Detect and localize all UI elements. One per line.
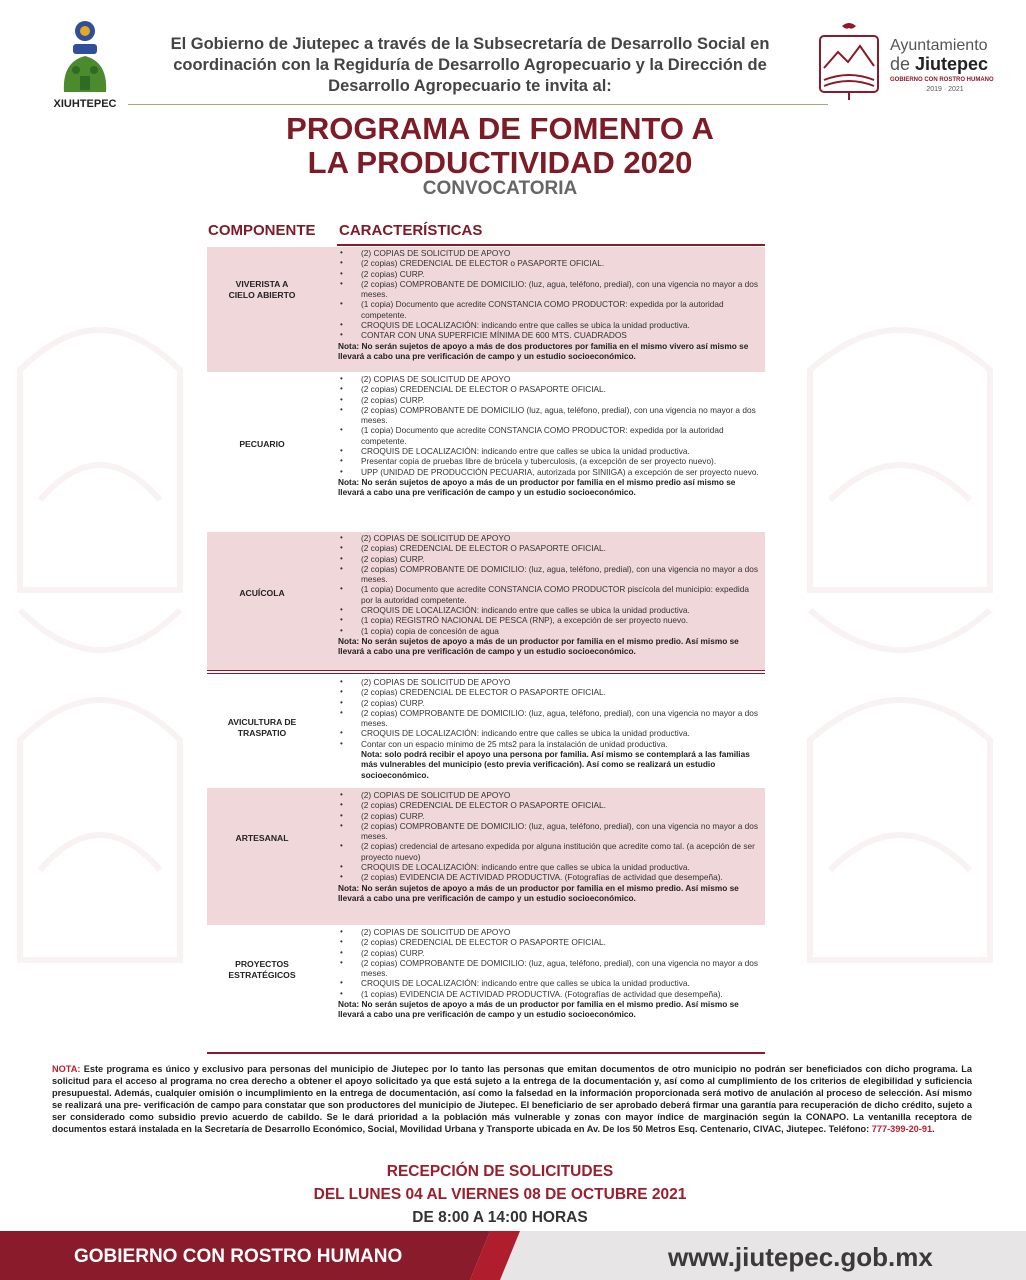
list-item: • (2 copias) CURP. <box>338 698 762 708</box>
table-row <box>207 247 765 372</box>
list-item: • CROQUIS DE LOCALIZACIÓN: indicando entre que calles se ubica la unidad productiva. <box>338 978 762 988</box>
list-item: • (2 copias) COMPROBANTE DE DOMICILIO: (luz, agua, teléfono, predial), con una vigencia no mayor a dos meses. <box>338 564 762 585</box>
list-item: • CROQUIS DE LOCALIZACIÓN: indicando entre que calles se ubica la unidad productiva. <box>338 728 762 738</box>
list-item: • UPP (UNIDAD DE PRODUCCIÓN PECUARIA, autorizada por SINIIGA) a excepción de ser proyecto nuevo. <box>338 467 762 477</box>
ayuntamiento-logo <box>816 20 1016 106</box>
list-item: • (2 copias) COMPROBANTE DE DOMICILIO: (luz, agua, teléfono, predial), con una vigencia no mayor a dos meses. <box>338 958 762 979</box>
page-subtitle: CONVOCATORIA <box>422 178 578 199</box>
row-requirements <box>338 790 762 903</box>
header-intro <box>140 34 800 97</box>
row-requirements <box>338 533 762 657</box>
row-requirements <box>338 677 762 780</box>
row-requirements <box>338 927 762 1020</box>
list-item: • (2 copias) CURP. <box>338 395 762 405</box>
list-item: • (2 copias) COMPROBANTE DE DOMICILIO: (luz, agua, teléfono, predial), con una vigencia no mayor a dos meses. <box>338 821 762 842</box>
list-item: • Contar con un espacio mínimo de 25 mts2 para la instalación de unidad productiva. <box>338 739 762 749</box>
reception-heading: RECEPCIÓN DE SOLICITUDES <box>386 1163 614 1180</box>
list-item: • (2 copias) COMPROBANTE DE DOMICILIO: (luz, agua, teléfono, predial), con una vigencia no mayor a dos meses. <box>338 279 762 300</box>
xiuhtepec-emblem-icon <box>40 18 130 96</box>
row-label: ACUÍCOLA <box>239 588 285 598</box>
title-line: PROGRAMA DE FOMENTO A <box>286 111 714 146</box>
list-item: • CROQUIS DE LOCALIZACIÓN: indicando entre que calles se ubica la unidad productiva. <box>338 320 762 330</box>
row-note: Nota: No serán sujetos de apoyo a más de un productor por familia en el mismo predio. Así mismo se llevará a cabo una pre verificación de campo y un estudio socioeconómico. <box>338 999 739 1020</box>
header-divider <box>128 104 828 105</box>
intro-line: El Gobierno de Jiutepec a través de la Subsecretaría de Desarrollo Social en <box>170 35 770 53</box>
reception-dates: DEL LUNES 04 AL VIERNES 08 DE OCTUBRE 2021 <box>313 1186 687 1203</box>
list-item: • (2 copias) credencial de artesano expedida por alguna institución que acredite como tal. (a acepción de ser proyecto nuevo) <box>338 841 762 862</box>
column-header-component: COMPONENTE <box>208 222 316 239</box>
list-item: • (2) COPIAS DE SOLICITUD DE APOYO <box>338 374 762 384</box>
watermark-emblem <box>780 640 1020 1060</box>
list-item: • (2 copias) CURP. <box>338 948 762 958</box>
table-row <box>207 788 765 925</box>
ayuntamiento-emblem-icon <box>816 20 882 100</box>
list-item: • (2 copias) CURP. <box>338 811 762 821</box>
list-item: • (2) COPIAS DE SOLICITUD DE APOYO <box>338 533 762 543</box>
list-item: • (2 copias) CREDENCIAL DE ELECTOR O PASAPORTE OFICIAL. <box>338 384 762 394</box>
row-note: Nota: No serán sujetos de apoyo a más de un productor por familia en el mismo predio así mismo se llevará a cabo una pre verificación de campo y un estudio socioeconómico. <box>338 476 736 498</box>
row-divider <box>207 670 765 674</box>
table-row <box>207 925 765 1050</box>
list-item: • (2) COPIAS DE SOLICITUD DE APOYO <box>338 927 762 937</box>
table-row <box>207 675 765 788</box>
logo-word-ayuntamiento: Ayuntamiento <box>890 37 988 54</box>
intro-line: Desarrollo Agropecuario te invita al: <box>328 77 612 95</box>
nota-label: NOTA: <box>52 1064 81 1074</box>
list-item: • (1 copias) EVIDENCIA DE ACTIVIDAD PRODUCTIVA. (Fotografías de actividad que desempeña). <box>338 989 762 999</box>
list-item: • (1 copia) copia de concesión de agua <box>338 626 762 636</box>
list-item: • (2) COPIAS DE SOLICITUD DE APOYO <box>338 677 762 687</box>
row-label: ARTESANAL <box>235 833 289 843</box>
logo-slogan: GOBIERNO CON ROSTRO HUMANO <box>890 77 994 83</box>
title-line: LA PRODUCTIVIDAD 2020 <box>307 145 693 180</box>
list-item: • (2 copias) COMPROBANTE DE DOMICILIO: (luz, agua, teléfono, predial), con una vigencia no mayor a dos meses. <box>338 708 762 729</box>
nota-paragraph: NOTA: Este programa es único y exclusivo para personas del municipio de Jiutepec por lo tanto las personas que emitan documentos de otro municipio no podrán ser beneficiados con dicho programa. La solicitud para el acceso al programa no crea derecho a obtener el apoyo solicitado ya que está sujeto a la entrega de la documentación y, así como al cumplimiento de los criterios de elegibilidad y suficiencia presupuestal. Además, cualquier omisión o incumplimiento en la entrega de documentación, así como la falsedad en la información proporcionada será motivo de anulación al proceso de selección. Así mismo se realizará una pre- verificación de campo para constatar que son productores del municipio de Jiutepec. El beneficiario de ser aprobado deberá firmar una garantía para recuperación de dicho crédito, sujeto a ser considerado como subsidio previo acuerdo de cabildo. Se le dará prioridad a la población más vulnerable y zonas con mayor índice de marginación según la CONAPO. La ventanilla receptora de documentos estará instalada en la Secretaría de Desarrollo Económico, Social, Movilidad Urbana y Transporte ubicada en Av. De los 50 Metros Esq. Centenario, CIVAC, Jiutepec. Teléfono: 777-399-20-91. <box>52 1064 972 1134</box>
logo-left-text: XIUHTEPEC <box>53 98 117 110</box>
nota-text: Este programa es único y exclusivo para personas del municipio de Jiutepec por lo tanto las personas que emitan documentos de otro municipio no podrán ser beneficiados con dicho programa. La solicitud para el acceso al programa no crea derecho a obtener el apoyo solicitado ya que está sujeto a la entrega de la documentación y, así como al cumplimiento de los criterios de elegibilidad y suficiencia presupuestal. Además, cualquier omisión o incumplimiento en la entrega de documentación, así como la falsedad en la información proporcionada será motivo de anulación al proceso de selección. Así mismo se realizará una pre- verificación de campo para constatar que son productores del municipio de Jiutepec. El beneficiario de ser aprobado deberá firmar una garantía para recuperación de dicho crédito, sujeto a ser considerado como subsidio previo acuerdo de cabildo. Se le dará prioridad a la población más vulnerable y zonas con mayor índice de marginación según la CONAPO. La ventanilla receptora de documentos estará instalada en la Secretaría de Desarrollo Económico, Social, Movilidad Urbana y Transporte ubicada en Av. De los 50 Metros Esq. Centenario, CIVAC, Jiutepec. Teléfono: <box>52 1064 972 1134</box>
list-item: • (2 copias) CREDENCIAL DE ELECTOR O PASAPORTE OFICIAL. <box>338 937 762 947</box>
list-item: • (2 copias) COMPROBANTE DE DOMICILIO (luz, agua, teléfono, predial), con una vigencia no mayor a dos meses. <box>338 405 762 426</box>
row-note: Nota: No serán sujetos de apoyo a más de dos productores por familia en el mismo vivero así mismo se llevará a cabo una pre verificación de campo y un estudio socioeconómico. <box>338 340 749 361</box>
row-note: Nota: No serán sujetos de apoyo a más de un productor por familia en el mismo predio. Así mismo se llevará a cabo una pre verificación de campo y un estudio socioeconómico. <box>338 882 739 903</box>
column-header-features: CARACTERÍSTICAS <box>339 222 483 239</box>
list-item: • (1 copia) Documento que acredite CONSTANCIA COMO PRODUCTOR piscícola del municipio: expedida por la autoridad competente. <box>338 584 762 605</box>
table-header-rule <box>337 244 765 246</box>
watermark-emblem <box>0 640 200 1060</box>
list-item: • CONTAR CON UNA SUPERFICIE MÍNIMA DE 600 MTS. CUADRADOS <box>338 330 762 340</box>
list-item: • (2 copias) CREDENCIAL DE ELECTOR O PASAPORTE OFICIAL. <box>338 543 762 553</box>
list-item: • CROQUIS DE LOCALIZACIÓN: indicando entre que calles se ubica la unidad productiva. <box>338 446 762 456</box>
footer-website-link[interactable]: www.jiutepec.gob.mx <box>668 1242 933 1272</box>
list-item: • (2 copias) CREDENCIAL DE ELECTOR O PASAPORTE OFICIAL. <box>338 800 762 810</box>
list-item: • (2 copias) CURP. <box>338 269 762 279</box>
list-item: • (1 copia) REGISTRÓ NACIONAL DE PESCA (RNP), a excepción de ser proyecto nuevo. <box>338 615 762 625</box>
intro-line: coordinación con la Regiduría de Desarrollo Agropecuario y la Dirección de <box>173 56 767 74</box>
list-item: • (1 copia) Documento que acredite CONSTANCIA COMO PRODUCTOR: expedida por la autoridad competente. <box>338 425 762 446</box>
list-item: • (2) COPIAS DE SOLICITUD DE APOYO <box>338 248 762 258</box>
row-requirements <box>338 374 762 498</box>
list-item: • (2 copias) EVIDENCIA DE ACTIVIDAD PRODUCTIVA. (Fotografías de actividad que desempeña). <box>338 872 762 882</box>
page-title <box>0 112 1000 180</box>
phone-number: 777-399-20-91 <box>871 1124 933 1134</box>
list-item: • (2 copias) CREDENCIAL DE ELECTOR o PASAPORTE OFICIAL. <box>338 258 762 268</box>
list-item: • (1 copia) Documento que acredite CONSTANCIA COMO PRODUCTOR: expedida por la autoridad competente. <box>338 299 762 320</box>
logo-word-jiutepec: de Jiutepec <box>890 54 989 74</box>
list-item: • (2) COPIAS DE SOLICITUD DE APOYO <box>338 790 762 800</box>
list-item: • CROQUIS DE LOCALIZACIÓN: indicando entre que calles se ubica la unidad productiva. <box>338 605 762 615</box>
list-item: • (2 copias) CURP. <box>338 554 762 564</box>
row-note: Nota: No serán sujetos de apoyo a más de un productor por familia en el mismo predio. Así mismo se llevará a cabo una pre verificación de campo y un estudio socioeconómico. <box>338 635 739 657</box>
row-note: Nota: solo podrá recibir el apoyo una persona por familia. Así mismo se contemplará a las familias más vulnerables del municipio (esto previa verificación). Así como se realizará un estudio socioeconómico. <box>361 749 750 780</box>
reception-hours: DE 8:00 A 14:00 HORAS <box>412 1209 588 1226</box>
table-row <box>207 372 765 532</box>
table-row <box>207 532 765 670</box>
row-requirements <box>338 248 762 361</box>
row-label: VIVERISTA A CIELO ABIERTO <box>228 279 296 300</box>
table-bottom-rule <box>207 1052 765 1054</box>
list-item: • Presentar copia de pruebas libre de brúcela y tuberculosis, (a excepción de ser proyecto nuevo). <box>338 456 762 466</box>
row-label: PECUARIO <box>239 439 285 449</box>
list-item: • (2 copias) CREDENCIAL DE ELECTOR O PASAPORTE OFICIAL. <box>338 687 762 697</box>
logo-years: 2019 · 2021 <box>926 86 964 93</box>
row-label: AVICULTURA DE TRASPATIO <box>227 717 297 738</box>
footer-slogan: GOBIERNO CON ROSTRO HUMANO <box>74 1246 403 1267</box>
xiuhtepec-logo <box>40 18 130 110</box>
list-item: • CROQUIS DE LOCALIZACIÓN: indicando entre que calles se ubica la unidad productiva. <box>338 862 762 872</box>
row-label: PROYECTOS ESTRATÉGICOS <box>228 959 296 980</box>
